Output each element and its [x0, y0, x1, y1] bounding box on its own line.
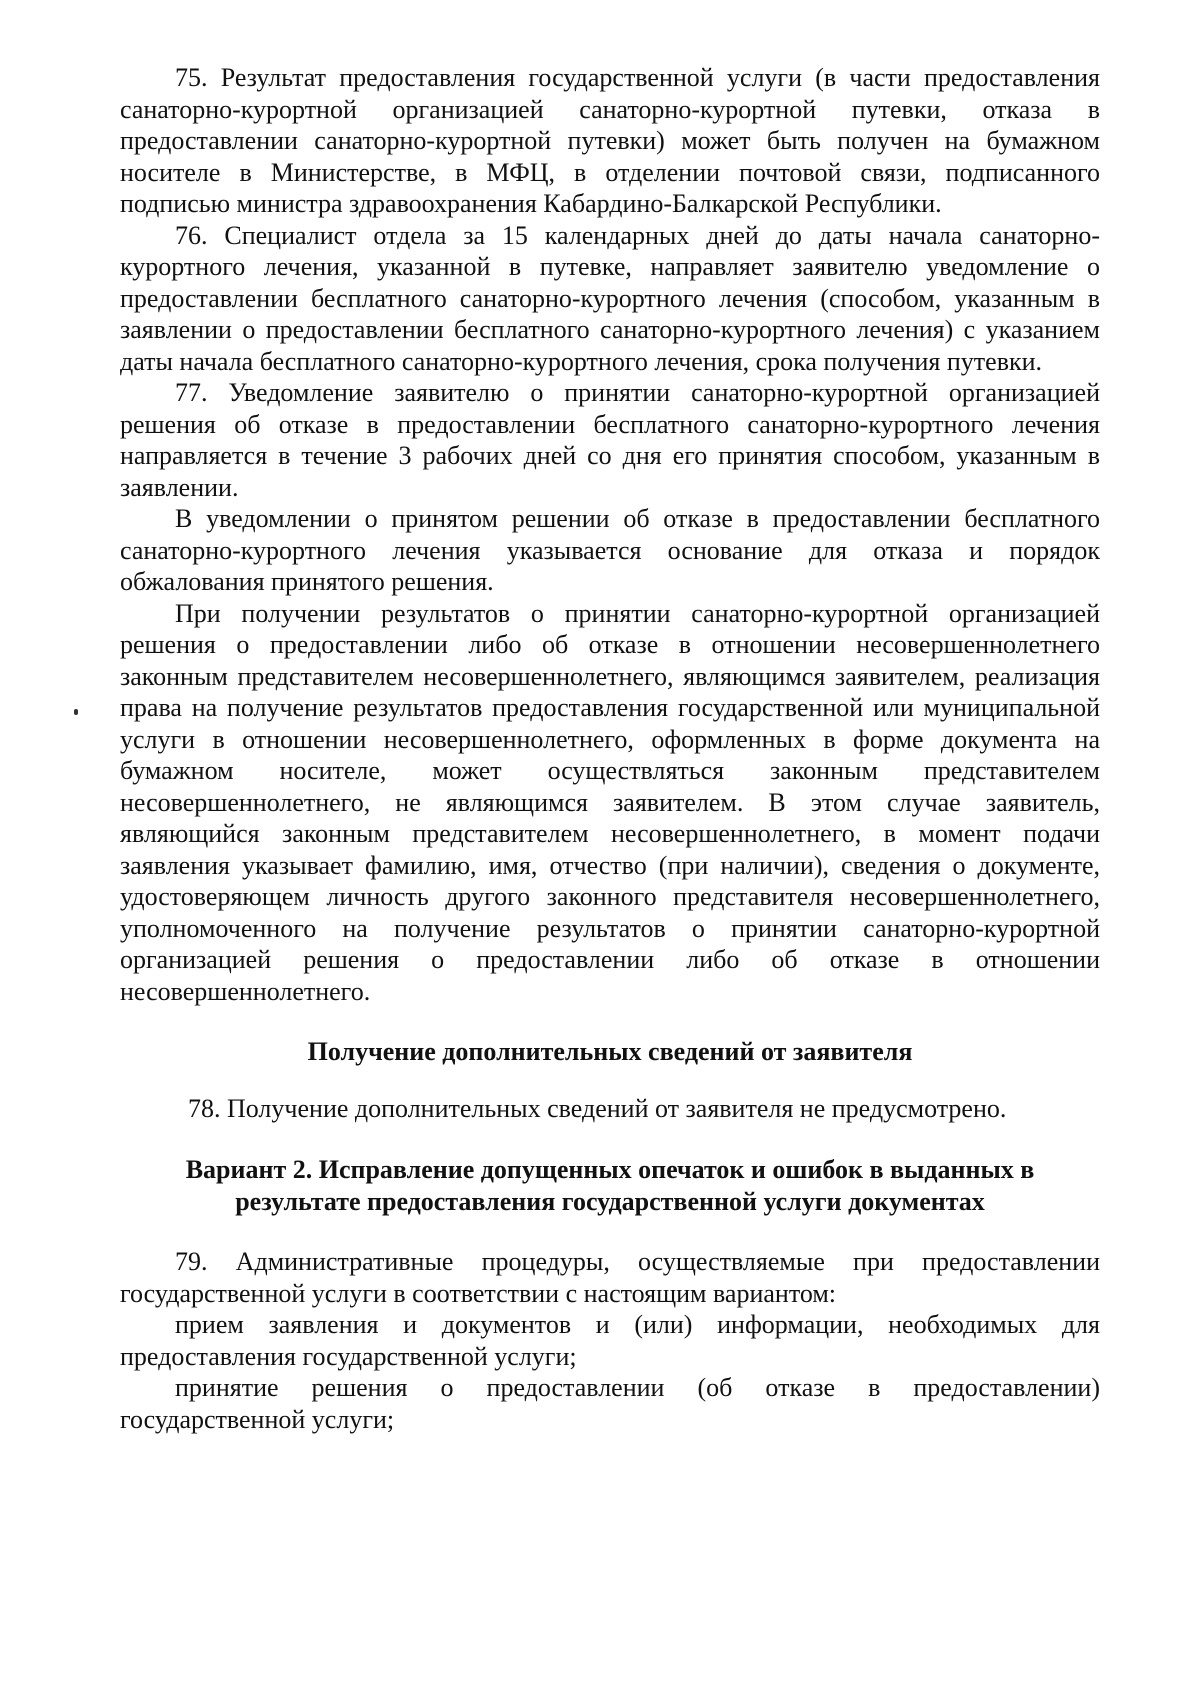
paragraph-77-notice: В уведомлении о принятом решении об отказе в предоставлении бесплатного санаторно-курортного лечения указывается основание для отказа и порядок обжалования принятого решения.: [120, 504, 1100, 596]
scan-dot: [74, 709, 78, 715]
paragraph-76: 76. Специалист отдела за 15 календарных дней до даты начала санаторно-курортного лечения, указанной в путевке, направляет заявителю уведомление о предоставлении бесплатного санаторно-курортного лечения (способом, указанным в заявлении о предоставлении бесплатного санаторно-курортного лечения) с указанием даты начала бесплатного санаторно-курортного лечения, срока получения путевки.: [120, 220, 1100, 376]
paragraph-78: 78. Получение дополнительных сведений от заявителя не предусмотрено.: [188, 1093, 1007, 1123]
paragraph-77-minor: При получении результатов о принятии санаторно-курортной организацией решения о предоставлении либо об отказе в отношении несовершеннолетнего законным представителем несовершеннолетнего, являющимся заявителем, реализация права на получение результатов предоставления государственной или муниципальной услуги в отношении несовершеннолетнего, оформленных в форме документа на бумажном носителе, может осуществляться законным представителем несовершеннолетнего, не являющимся заявителем. В этом случае заявитель, являющийся законным представителем несовершеннолетнего, в момент подачи заявления указывает фамилию, имя, отчество (при наличии), сведения о документе, удостоверяющем личность другого законного представителя несовершеннолетнего, уполномоченного на получение результатов о принятии санаторно-курортной организацией решения о предоставлении либо об отказе в отношении несовершеннолетнего.: [120, 598, 1100, 1006]
paragraph-79-item-2: принятие решения о предоставлении (об отказе в предоставлении) государственной услуги;: [120, 1373, 1100, 1434]
paragraph-75: 75. Результат предоставления государственной услуги (в части предоставления санаторно-курортной организацией санаторно-курортной путевки, отказа в предоставлении санаторно-курортной путевки) может быть получен на бумажном носителе в Министерстве, в МФЦ, в отделении почтовой связи, подписанного подписью министра здравоохранения Кабардино-Балкарской Республики.: [120, 63, 1100, 218]
section-heading-variant-2: Вариант 2. Исправление допущенных опечаток и ошибок в выданных в результате предоставления государственной услуги документах: [185, 1155, 1035, 1216]
paragraph-79-item-1: прием заявления и документов и (или) информации, необходимых для предоставления государственной услуги;: [120, 1310, 1100, 1371]
document-page: [120, 62, 1100, 1435]
paragraph-77: 77. Уведомление заявителю о принятии санаторно-курортной организацией решения об отказе в предоставлении бесплатного санаторно-курортного лечения направляется в течение 3 рабочих дней со дня его принятия способом, указанным в заявлении.: [120, 378, 1100, 502]
paragraph-79: 79. Административные процедуры, осуществляемые при предоставлении государственной услуги в соответствии с настоящим вариантом:: [120, 1247, 1100, 1308]
section-heading-additional-info: Получение дополнительных сведений от заявителя: [307, 1037, 913, 1066]
